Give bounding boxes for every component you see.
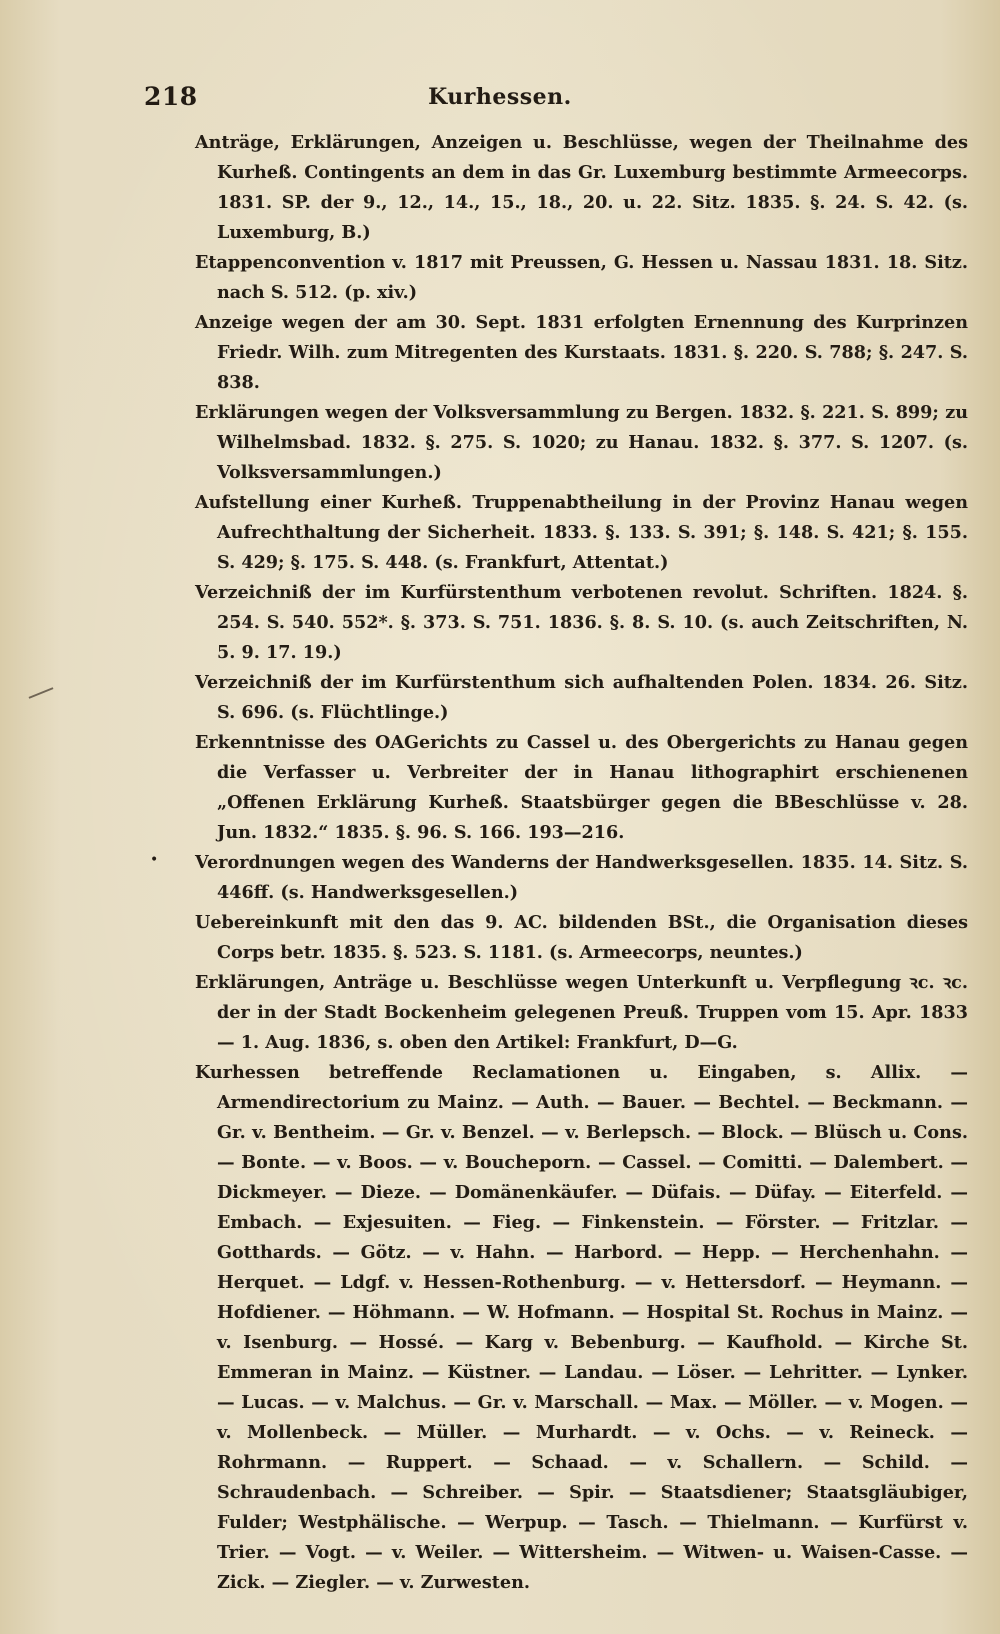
- index-entry: Uebereinkunft mit den das 9. AC. bildenden BSt., die Organisation dieses Corps betr. 1835. §. 523. S. 1181. (s. Armeecorps, neuntes.): [195, 912, 968, 963]
- page-number: 218: [144, 82, 198, 111]
- index-entry: Kurhessen betreffende Reclamationen u. Eingaben, s. Allix. — Armendirectorium zu Mainz. — Auth. — Bauer. — Bechtel. — Beckmann. — Gr. v. Bentheim. — Gr. v. Benzel. — v. Berlepsch. — Block. — Blüsch u. Cons. — Bonte. — v. Boos. — v. Boucheporn. — Cassel. — Comitti. — Dalembert. — Dickmeyer. — Dieze. — Domänenkäufer. — Düfais. — Düfay. — Eiterfeld. — Embach. — Exjesuiten. — Fieg. — Finkenstein. — Förster. — Fritzlar. — Gotthards. — Götz. — v. Hahn. — Harbord. — Hepp. — Herchenhahn. — Herquet. — Ldgf. v. Hessen-Rothenburg. — v. Hettersdorf. — Heymann. — Hofdiener. — Höhmann. — W. Hofmann. — Hospital St. Rochus in Mainz. — v. Isenburg. — Hossé. — Karg v. Bebenburg. — Kaufhold. — Kirche St. Emmeran in Mainz. — Küstner. — Landau. — Löser. — Lehritter. — Lynker. — Lucas. — v. Malchus. — Gr. v. Marschall. — Max. — Möller. — v. Mogen. — v. Mollenbeck. — Müller. — Murhardt. — v. Ochs. — v. Reineck. — Rohrmann. — Ruppert. — Schaad. — v. Schallern. — Schild. — Schraudenbach. — Schreiber. — Spir. — Staatsdiener; Staatsgläubiger, Fulder; Westphälische. — Werpup. — Tasch. — Thielmann. — Kurfürst v. Trier. — Vogt. — v. Weiler. — Wittersheim. — Witwen- u. Waisen-Casse. — Zick. — Ziegler. — v. Zurwesten.: [195, 1062, 968, 1593]
- index-entry: Aufstellung einer Kurheß. Truppenabtheilung in der Provinz Hanau wegen Aufrechthaltung der Sicherheit. 1833. §. 133. S. 391; §. 148. S. 421; §. 155. S. 429; §. 175. S. 448. (s. Frankfurt, Attentat.): [195, 492, 968, 573]
- index-entry: Erklärungen, Anträge u. Beschlüsse wegen Unterkunft u. Verpflegung ꝛc. ꝛc. der in der Stadt Bockenheim gelegenen Preuß. Truppen vom 15. Apr. 1833 — 1. Aug. 1836, s. oben den Artikel: Frankfurt, D—G.: [195, 972, 968, 1053]
- index-entry: Etappenconvention v. 1817 mit Preussen, G. Hessen u. Nassau 1831. 18. Sitz. nach S. 512. (p. xiv.): [195, 252, 968, 303]
- index-entry: Verzeichniß der im Kurfürstenthum verbotenen revolut. Schriften. 1824. §. 254. S. 540. 552*. §. 373. S. 751. 1836. §. 8. S. 10. (s. auch Zeitschriften, N. 5. 9. 17. 19.): [195, 582, 968, 663]
- margin-bullet: •: [150, 852, 159, 868]
- margin-pencil-mark: [29, 687, 54, 699]
- index-entry: Anzeige wegen der am 30. Sept. 1831 erfolgten Ernennung des Kurprinzen Friedr. Wilh. zum Mitregenten des Kurstaats. 1831. §. 220. S. 788; §. 247. S. 838.: [195, 312, 968, 393]
- running-head: Kurhessen.: [428, 84, 572, 110]
- index-entries: [195, 128, 968, 1598]
- index-entry: Erklärungen wegen der Volksversammlung zu Bergen. 1832. §. 221. S. 899; zu Wilhelmsbad. 1832. §. 275. S. 1020; zu Hanau. 1832. §. 377. S. 1207. (s. Volksversammlungen.): [195, 402, 968, 483]
- index-entry: Erkenntnisse des OAGerichts zu Cassel u. des Obergerichts zu Hanau gegen die Verfasser u. Verbreiter der in Hanau lithographirt erschienenen „Offenen Erklärung Kurheß. Staatsbürger gegen die BBeschlüsse v. 28. Jun. 1832.“ 1835. §. 96. S. 166. 193—216.: [195, 732, 968, 843]
- index-entry: Verordnungen wegen des Wanderns der Handwerksgesellen. 1835. 14. Sitz. S. 446ff. (s. Handwerksgesellen.): [195, 852, 968, 903]
- index-entry: Anträge, Erklärungen, Anzeigen u. Beschlüsse, wegen der Theilnahme des Kurheß. Contingents an dem in das Gr. Luxemburg bestimmte Armeecorps. 1831. SP. der 9., 12., 14., 15., 18., 20. u. 22. Sitz. 1835. §. 24. S. 42. (s. Luxemburg, B.): [195, 132, 968, 243]
- index-entry: Verzeichniß der im Kurfürstenthum sich aufhaltenden Polen. 1834. 26. Sitz. S. 696. (s. Flüchtlinge.): [195, 672, 968, 723]
